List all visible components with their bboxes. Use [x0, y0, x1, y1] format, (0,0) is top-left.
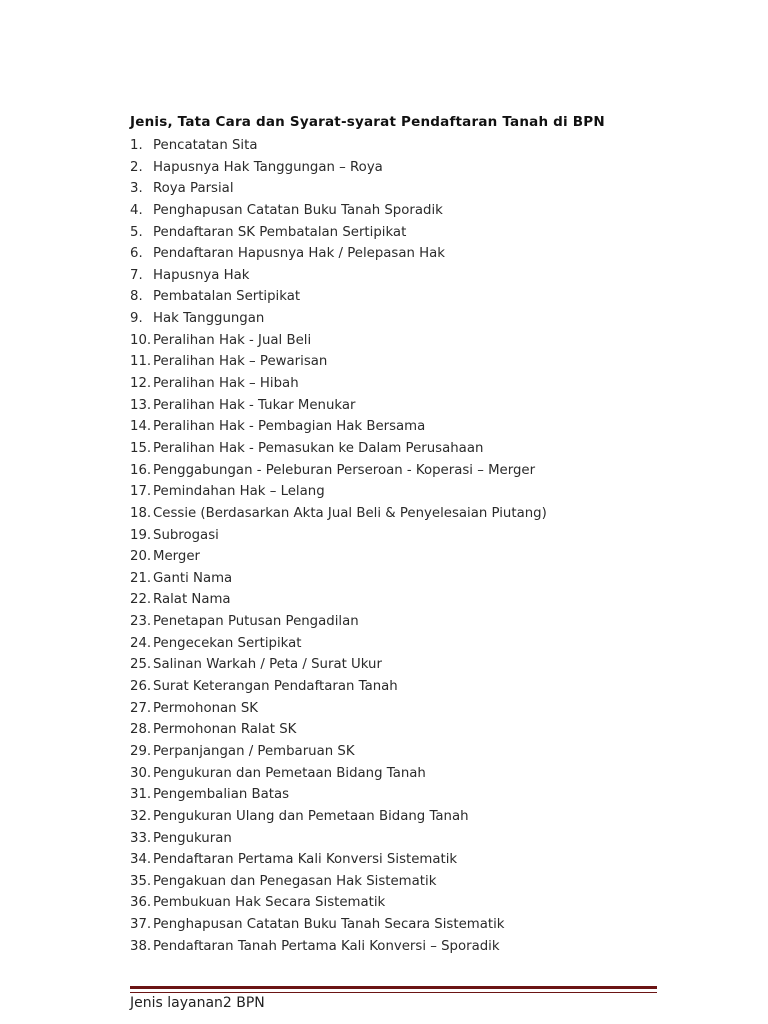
- item-label: Pengecekan Sertipikat: [153, 635, 302, 651]
- item-label: Pendaftaran SK Pembatalan Sertipikat: [153, 224, 407, 240]
- item-number: 15.: [130, 440, 152, 456]
- footer-text: Jenis layanan2 BPN: [130, 995, 265, 1011]
- item-number: 9.: [130, 311, 143, 327]
- item-number: 24.: [130, 635, 152, 651]
- footer-rule-thick: [130, 986, 657, 989]
- item-number: 13.: [130, 397, 152, 413]
- item-number: 10.: [130, 332, 152, 348]
- list-item: [130, 914, 547, 936]
- item-label: Hak Tanggungan: [153, 311, 265, 327]
- list-item: [130, 481, 547, 503]
- item-number: 21.: [130, 570, 152, 586]
- list-item: [130, 806, 547, 828]
- list-item: [130, 763, 547, 785]
- item-number: 28.: [130, 722, 152, 738]
- item-number: 30.: [130, 765, 152, 781]
- item-label: Pendaftaran Pertama Kali Konversi Sistematik: [153, 852, 458, 868]
- item-label: Peralihan Hak - Pemasukan ke Dalam Perusahaan: [153, 440, 484, 456]
- item-label: Permohonan SK: [153, 700, 258, 716]
- item-label: Peralihan Hak – Hibah: [153, 376, 299, 392]
- list-item: [130, 676, 547, 698]
- item-number: 27.: [130, 700, 152, 716]
- item-label: Subrogasi: [153, 527, 219, 543]
- item-label: Pemindahan Hak – Lelang: [153, 484, 325, 500]
- item-label: Peralihan Hak - Tukar Menukar: [153, 397, 356, 413]
- item-number: 8.: [130, 289, 143, 305]
- item-label: Pembukuan Hak Secara Sistematik: [153, 895, 386, 911]
- list-item: [130, 892, 547, 914]
- item-number: 26.: [130, 679, 152, 695]
- list-item: [130, 503, 547, 525]
- item-label: Cessie (Berdasarkan Akta Jual Beli & Penyelesaian Piutang): [153, 505, 547, 521]
- list-item: [130, 178, 547, 200]
- item-number: 33.: [130, 830, 152, 846]
- item-number: 11.: [130, 354, 152, 370]
- list-item: [130, 633, 547, 655]
- list-item: [130, 568, 547, 590]
- item-label: Merger: [153, 549, 200, 565]
- list-item: [130, 308, 547, 330]
- list-item: [130, 698, 547, 720]
- list-item: [130, 416, 547, 438]
- list-item: [130, 373, 547, 395]
- list-item: [130, 243, 547, 265]
- item-label: Ganti Nama: [153, 570, 233, 586]
- item-number: 17.: [130, 484, 152, 500]
- item-label: Pengukuran: [153, 830, 232, 846]
- list-item: [130, 741, 547, 763]
- item-label: Penghapusan Catatan Buku Tanah Sporadik: [153, 202, 443, 218]
- item-number: 29.: [130, 743, 152, 759]
- item-label: Ralat Nama: [153, 592, 231, 608]
- list-item: [130, 222, 547, 244]
- item-label: Peralihan Hak - Pembagian Hak Bersama: [153, 419, 426, 435]
- list-item: [130, 157, 547, 179]
- list-item: [130, 828, 547, 850]
- item-label: Penggabungan - Peleburan Perseroan - Koperasi – Merger: [153, 462, 536, 478]
- list-item: [130, 525, 547, 547]
- list-item: [130, 460, 547, 482]
- item-number: 23.: [130, 614, 152, 630]
- item-label: Penetapan Putusan Pengadilan: [153, 614, 359, 630]
- list-item: [130, 611, 547, 633]
- list-item: [130, 265, 547, 287]
- item-label: Salinan Warkah / Peta / Surat Ukur: [153, 657, 382, 673]
- list-item: [130, 330, 547, 352]
- list-item: [130, 719, 547, 741]
- item-label: Hapusnya Hak: [153, 267, 250, 283]
- item-number: 34.: [130, 852, 152, 868]
- list-item: [130, 936, 547, 958]
- item-number: 25.: [130, 657, 152, 673]
- item-label: Peralihan Hak – Pewarisan: [153, 354, 328, 370]
- item-label: Peralihan Hak - Jual Beli: [153, 332, 312, 348]
- item-label: Pengukuran Ulang dan Pemetaan Bidang Tanah: [153, 808, 469, 824]
- service-list: [130, 135, 547, 957]
- item-label: Pendaftaran Hapusnya Hak / Pelepasan Hak: [153, 246, 445, 262]
- item-label: Permohonan Ralat SK: [153, 722, 297, 738]
- item-number: 22.: [130, 592, 152, 608]
- list-item: [130, 871, 547, 893]
- item-number: 6.: [130, 246, 143, 262]
- item-number: 32.: [130, 808, 152, 824]
- list-item: [130, 784, 547, 806]
- item-number: 31.: [130, 787, 152, 803]
- list-item: [130, 654, 547, 676]
- item-label: Pencatatan Sita: [153, 138, 258, 153]
- item-label: Pengembalian Batas: [153, 787, 290, 803]
- list-item: [130, 589, 547, 611]
- document-title: Jenis, Tata Cara dan Syarat-syarat Pendaftaran Tanah di BPN: [130, 114, 605, 130]
- item-number: 1.: [130, 138, 143, 153]
- item-number: 5.: [130, 224, 143, 240]
- item-number: 35.: [130, 873, 152, 889]
- item-number: 19.: [130, 527, 152, 543]
- item-number: 4.: [130, 202, 143, 218]
- list-item: [130, 200, 547, 222]
- item-label: Roya Parsial: [153, 181, 234, 197]
- item-number: 38.: [130, 938, 152, 954]
- item-number: 12.: [130, 376, 152, 392]
- list-item: [130, 395, 547, 417]
- item-number: 36.: [130, 895, 152, 911]
- item-number: 14.: [130, 419, 152, 435]
- item-label: Perpanjangan / Pembaruan SK: [153, 743, 355, 759]
- item-number: 18.: [130, 505, 152, 521]
- list-item: [130, 849, 547, 871]
- footer-rule-thin: [130, 992, 657, 993]
- list-item: [130, 351, 547, 373]
- item-number: 3.: [130, 181, 143, 197]
- item-label: Pengakuan dan Penegasan Hak Sistematik: [153, 873, 437, 889]
- list-item: [130, 286, 547, 308]
- item-label: Penghapusan Catatan Buku Tanah Secara Sistematik: [153, 917, 505, 933]
- list-item: [130, 546, 547, 568]
- item-label: Pembatalan Sertipikat: [153, 289, 301, 305]
- item-number: 16.: [130, 462, 152, 478]
- item-label: Pendaftaran Tanah Pertama Kali Konversi – Sporadik: [153, 938, 500, 954]
- list-item: [130, 135, 547, 157]
- item-label: Surat Keterangan Pendaftaran Tanah: [153, 679, 398, 695]
- item-number: 7.: [130, 267, 143, 283]
- list-item: [130, 438, 547, 460]
- item-label: Hapusnya Hak Tanggungan – Roya: [153, 159, 383, 175]
- item-number: 37.: [130, 917, 152, 933]
- item-number: 20.: [130, 549, 152, 565]
- item-number: 2.: [130, 159, 143, 175]
- item-label: Pengukuran dan Pemetaan Bidang Tanah: [153, 765, 426, 781]
